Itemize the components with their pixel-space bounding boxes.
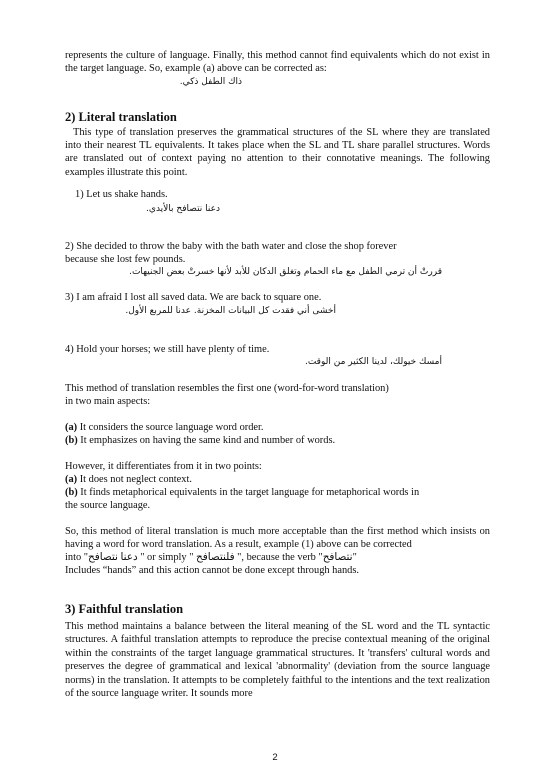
heading-literal-translation: 2) Literal translation (65, 110, 177, 124)
however-line: However, it differentiates from it in two points: (65, 461, 262, 472)
resembles-line2: in two main aspects: (65, 396, 151, 407)
example-2-arabic: قررتْ أن ترمي الطفل مع ماء الحمام وتغلق الدكان للأبد لأنها خسرتْ بعض الجنيهات. (129, 267, 442, 277)
point-b (65, 486, 419, 499)
conclusion-paragraph: So, this method of literal translation is much more acceptable than the first method which insists on having a word for word translation. As a result, example (1) above can be corrected (65, 526, 490, 551)
conclusion-arabic-line: into "دعنا نتصافح " or simply " فلنتصافح ", because the verb "نتصافح" (65, 552, 357, 563)
conclusion-hands-line: Includes “hands” and this action cannot be done except through hands. (65, 565, 360, 576)
point-b-label: (b) (65, 487, 78, 498)
example-2-english-line1: 2) She decided to throw the baby with the bath water and close the shop forever (65, 241, 397, 252)
example-2-english-line2: because she lost few pounds. (65, 254, 186, 265)
aspect-a-text: It considers the source language word order. (77, 422, 264, 433)
aspect-b (65, 434, 335, 447)
heading-faithful-translation: 3) Faithful translation (65, 602, 184, 616)
point-a-label: (a) (65, 474, 78, 485)
aspect-a (65, 421, 264, 434)
example-3-english: 3) I am afraid I lost all saved data. We are back to square one. (65, 292, 322, 303)
point-b-text: It finds metaphorical equivalents in the target language for metaphorical words in (77, 487, 420, 498)
example-4-english: 4) Hold your horses; we still have plenty of time. (65, 344, 270, 355)
point-a-text: It does not neglect context. (77, 474, 192, 485)
example-4-arabic: أمسك خيولك، لدينا الكثير من الوقت. (304, 357, 442, 367)
example-1-english: 1) Let us shake hands. (75, 189, 168, 200)
example-3-arabic: أخشى أني فقدت كل البيانات المخزنة. عدنا للمربع الأول. (125, 306, 336, 316)
point-b-continuation: the source language. (65, 500, 151, 511)
example-1-arabic: دعنا نتصافح بالأيدي. (146, 204, 220, 214)
aspect-b-text: It emphasizes on having the same kind and number of words. (77, 435, 336, 446)
resembles-line1: This method of translation resembles the first one (word-for-word translation) (65, 383, 389, 394)
faithful-translation-paragraph: This method maintains a balance between the literal meaning of the SL word and the TL syntactic structures. A faithful translation attempts to reproduce the precise contextual meaning of the original within the constraints of the target language grammatical structures. It 'transfers' cultural words and preserves the degree of grammatical and lexical 'abnormality' (deviation from the source language norms) in the translation. It attempts to be completely faithful to the intentions and the text realization of the source language writer. It sounds more (65, 621, 490, 700)
literal-translation-paragraph: This type of translation preserves the grammatical structures of the SL where they are translated into their nearest TL equivalents. It takes place when the SL and TL share parallel structures. Words are translated out of context paying no attention to their connotative meanings. The following examples illustrate this point. (65, 127, 490, 178)
point-a (65, 473, 192, 486)
page-number: 2 (272, 752, 278, 763)
intro-paragraph: represents the culture of language. Finally, this method cannot find equivalents which do not exist in the target language. So, example (a) above can be corrected as: (65, 50, 490, 75)
aspect-b-label: (b) (65, 435, 78, 446)
aspect-a-label: (a) (65, 422, 78, 433)
intro-arabic-example: ذاك الطفل ذكي. (179, 77, 242, 87)
